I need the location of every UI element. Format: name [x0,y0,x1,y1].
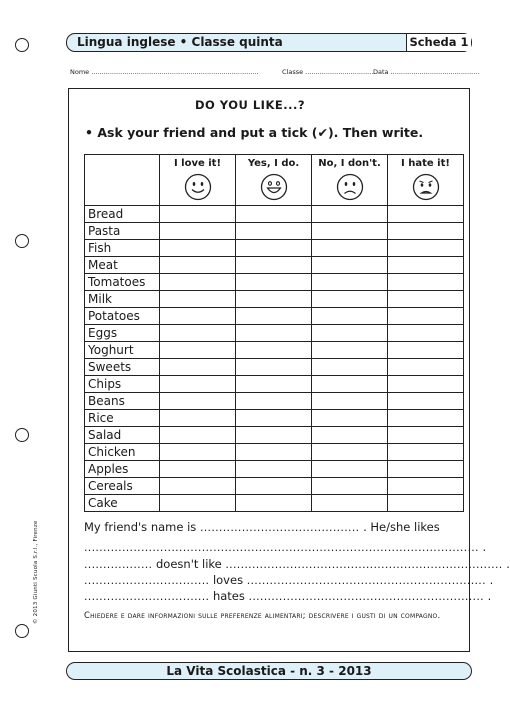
table-row [85,240,464,257]
tick-cell[interactable] [312,444,388,461]
tick-cell[interactable] [160,478,236,495]
friend-name-line [84,520,440,534]
tick-cell[interactable] [312,325,388,342]
food-label: Beans [85,393,160,410]
food-label: Cereals [85,478,160,495]
tick-cell[interactable] [388,495,464,512]
date-field: Data ........................................... [373,68,480,76]
class-field: Classe .................................. [282,68,376,76]
tick-cell[interactable] [236,444,312,461]
tick-cell[interactable] [312,427,388,444]
tick-cell[interactable] [236,478,312,495]
table-row [85,342,464,359]
table-row [85,444,464,461]
loves-blank[interactable]: ............................................................... [246,574,486,587]
tick-cell[interactable] [160,257,236,274]
table-row [85,461,464,478]
tick-cell[interactable] [388,325,464,342]
happy-face-icon [184,173,212,201]
tick-cell[interactable] [312,308,388,325]
tick-cell[interactable] [160,461,236,478]
tick-cell[interactable] [236,274,312,291]
tick-cell[interactable] [236,427,312,444]
column-hate [388,155,464,206]
food-label: Fish [85,240,160,257]
doesnt-like-line [84,557,510,571]
food-label: Sweets [85,359,160,376]
tick-cell[interactable] [388,240,464,257]
likes-blank[interactable]: ........................................................................................................ [84,541,479,554]
tick-cell[interactable] [312,291,388,308]
table-row [85,359,464,376]
likes-label: . He/she likes [363,520,440,534]
tick-cell[interactable] [312,257,388,274]
tick-cell[interactable] [236,308,312,325]
line-period: . [506,557,510,571]
copyright-credit: © 2013 Giunti Scuola S.r.l., Firenze [33,520,39,624]
tick-cell[interactable] [160,223,236,240]
header-title: Lingua inglese • Classe quinta [77,35,283,49]
header-bar [66,33,472,52]
table-row [85,257,464,274]
preferences-table [84,154,464,512]
binder-hole-2 [15,234,29,248]
hates-blank[interactable]: .............................................................. [248,590,484,603]
tick-cell[interactable] [388,444,464,461]
friend-name-label: My friend's name is [84,520,197,534]
table-row [85,291,464,308]
column-label: I hate it! [401,158,450,169]
tick-cell[interactable] [160,240,236,257]
food-label: Tomatoes [85,274,160,291]
food-label: Yoghurt [85,342,160,359]
tick-cell[interactable] [236,393,312,410]
tick-cell[interactable] [312,223,388,240]
tick-cell[interactable] [160,444,236,461]
tick-cell[interactable] [160,274,236,291]
tick-cell[interactable] [236,410,312,427]
worksheet-instruction: • Ask your friend and put a tick (✔). Then write. [85,125,424,140]
table-row [85,427,464,444]
tick-cell[interactable] [388,376,464,393]
line-period: . [489,573,494,587]
tick-cell[interactable] [388,291,464,308]
food-label: Chips [85,376,160,393]
column-label: Yes, I do. [247,158,300,169]
tick-cell[interactable] [312,461,388,478]
doesnt-like-blank[interactable]: ......................................................................... [225,558,503,571]
table-row [85,393,464,410]
tick-cell[interactable] [388,223,464,240]
loves-label: loves [212,573,244,587]
line-period: . [487,589,492,603]
friend-name-blank[interactable]: .......................................... [199,521,360,534]
tick-cell[interactable] [160,359,236,376]
food-label: Salad [85,427,160,444]
tick-cell[interactable] [160,376,236,393]
tick-cell[interactable] [388,257,464,274]
line-period: . [482,540,487,554]
tick-cell[interactable] [312,359,388,376]
tick-cell[interactable] [236,376,312,393]
tick-cell[interactable] [388,478,464,495]
tick-cell[interactable] [236,240,312,257]
food-label: Potatoes [85,308,160,325]
tick-cell[interactable] [388,342,464,359]
tick-cell[interactable] [312,410,388,427]
tick-cell[interactable] [236,342,312,359]
subject-blank[interactable]: ................................. [84,574,210,587]
hates-line [84,589,491,603]
tick-cell[interactable] [388,461,464,478]
tick-cell[interactable] [236,223,312,240]
table-row [85,223,464,240]
tick-cell[interactable] [160,342,236,359]
worksheet-title: DO YOU LIKE...? [194,98,305,112]
table-row [85,410,464,427]
tick-cell[interactable] [388,274,464,291]
tick-cell[interactable] [160,206,236,223]
sad-face-icon [336,173,364,201]
table-row [85,478,464,495]
food-label: Chicken [85,444,160,461]
tick-cell[interactable] [312,393,388,410]
food-label: Pasta [85,223,160,240]
footer-bar: La Vita Scolastica - n. 3 - 2013 [66,662,472,680]
column-love [160,155,236,206]
food-label: Milk [85,291,160,308]
table-row [85,376,464,393]
tick-cell[interactable] [312,478,388,495]
table-header-row [85,155,464,206]
tick-cell[interactable] [160,325,236,342]
table-row [85,495,464,512]
tick-cell[interactable] [236,359,312,376]
food-label: Cake [85,495,160,512]
tick-cell[interactable] [236,206,312,223]
tick-cell[interactable] [312,376,388,393]
column-no [312,155,388,206]
binder-hole-4 [15,624,29,638]
tick-cell[interactable] [312,206,388,223]
tick-cell[interactable] [160,495,236,512]
tick-cell[interactable] [160,308,236,325]
column-label: No, I don't. [318,158,381,169]
tick-cell[interactable] [160,410,236,427]
tick-cell[interactable] [160,393,236,410]
food-label: Eggs [85,325,160,342]
tick-cell[interactable] [388,308,464,325]
binder-hole-1 [15,38,29,52]
tick-cell[interactable] [388,359,464,376]
likes-line [84,540,486,554]
tick-cell[interactable] [312,274,388,291]
food-label: Bread [85,206,160,223]
learning-objective: Chiedere e dare informazioni sulle preferenze alimentari; descrivere i gusti di un compagno. [84,611,441,621]
doesnt-like-label: doesn't like [156,557,222,571]
tick-cell[interactable] [236,461,312,478]
sheet-label: Scheda 1 [406,34,471,51]
food-label: Meat [85,257,160,274]
column-label: I love it! [173,158,222,169]
food-label: Apples [85,461,160,478]
angry-face-icon [412,173,440,201]
hates-label: hates [212,589,245,603]
table-row [85,274,464,291]
table-row [85,308,464,325]
food-label: Rice [85,410,160,427]
tick-cell[interactable] [312,495,388,512]
tick-cell[interactable] [388,206,464,223]
table-row [85,325,464,342]
name-field: Nome ................................................................................. [70,68,259,76]
tick-cell[interactable] [312,240,388,257]
tick-cell[interactable] [160,427,236,444]
header-corner-cell [85,155,160,206]
table-row [85,206,464,223]
tick-cell[interactable] [160,291,236,308]
tick-cell[interactable] [388,427,464,444]
tick-cell[interactable] [388,393,464,410]
subject-blank[interactable]: .................. [84,558,153,571]
column-yes [236,155,312,206]
tick-cell[interactable] [236,495,312,512]
subject-blank[interactable]: ................................. [84,590,210,603]
big-smile-face-icon [260,173,288,201]
tick-cell[interactable] [236,291,312,308]
tick-cell[interactable] [236,325,312,342]
loves-line [84,573,493,587]
tick-cell[interactable] [236,257,312,274]
tick-cell[interactable] [312,342,388,359]
binder-hole-3 [15,428,29,442]
tick-cell[interactable] [388,410,464,427]
